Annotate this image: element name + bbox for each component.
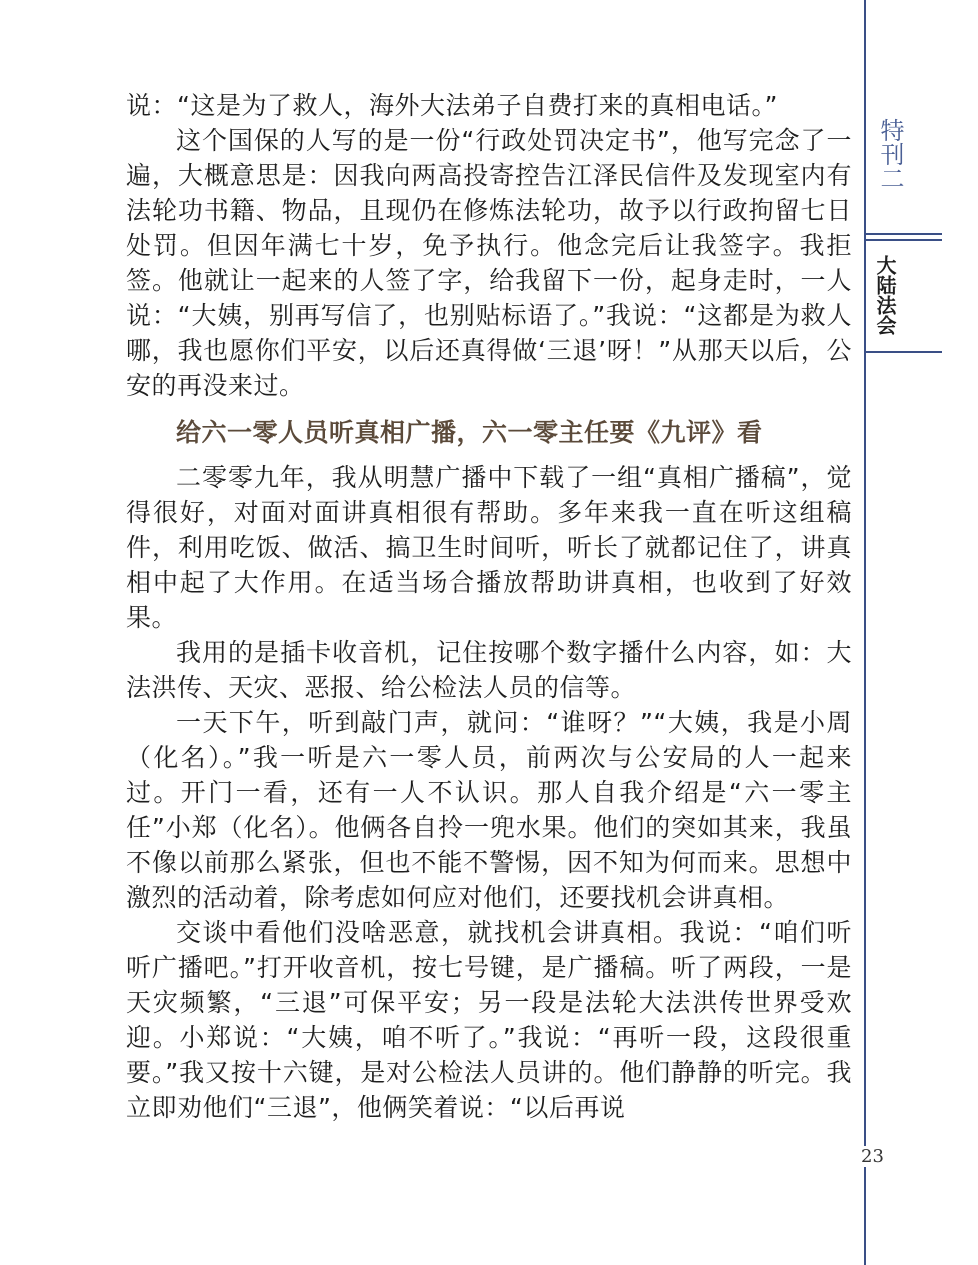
side-tab [866,0,978,355]
section-label: 大陆法会 [873,255,897,335]
paragraph: 二零零九年，我从明慧广播中下载了一组“真相广播稿”，觉得很好，对面对面讲真相很有帮助。多年来我一直在听这组稿件，利用吃饭、做活、搞卫生时间听，听长了就都记住了，讲真相中起了大作用。在适当场合播放帮助讲真相，也收到了好效果。 [126,463,852,632]
section-heading: 给六一零人员听真相广播，六一零主任要《九评》看 [176,418,763,447]
paragraph: 说：“这是为了救人，海外大法弟子自费打来的真相电话。” [126,91,778,120]
tab-divider-bottom [866,351,942,353]
paragraph: 这个国保的人写的是一份“行政处罚决定书”，他写完念了一遍，大概意思是：因我向两高投寄控告江泽民信件及发现室内有法轮功书籍、物品，且现仍在修炼法轮功，故予以行政拘留七日处罚。但因年满七十岁，免予执行。他念完后让我签字。我拒签。他就让一起来的人签了字，给我留下一份，起身走时，一人说：“大姨，别再写信了，也别贴标语了。”我说：“这都是为救人哪，我也愿你们平安，以后还真得做‘三退’呀！”从那天以后，公安的再没来过。 [126,126,852,400]
paragraph: 我用的是插卡收音机，记住按哪个数字播什么内容，如：大法洪传、天灾、恶报、给公检法人员的信等。 [126,638,852,702]
page-number: 23 [861,1146,884,1167]
issue-label: 特刊二 [876,118,904,190]
paragraph: 交谈中看他们没啥恶意，就找机会讲真相。我说：“咱们听听广播吧。”打开收音机，按七号键，是广播稿。听了两段，一是天灾频繁，“三退”可保平安；另一段是法轮大法洪传世界受欢迎。小郑说：“大姨，咱不听了。”我说：“再听一段，这段很重要。”我又按十六键，是对公检法人员讲的。他们静静的听完。我立即劝他们“三退”，他俩笑着说：“以后再说 [126,918,852,1122]
tab-divider-top [866,233,942,235]
tab-divider-top-inner [866,239,942,241]
paragraph: 一天下午，听到敲门声，就问：“谁呀？”“大姨，我是小周（化名）。”我一听是六一零人员，前两次与公安局的人一起来过。开门一看，还有一人不认识。那人自我介绍是“六一零主任”小郑（化名）。他俩各自拎一兜水果。他们的突如其来，我虽不像以前那么紧张，但也不能不警惕，因不知为何而来。思想中激烈的活动着，除考虑如何应对他们，还要找机会讲真相。 [126,708,852,912]
article-body [126,88,852,1125]
